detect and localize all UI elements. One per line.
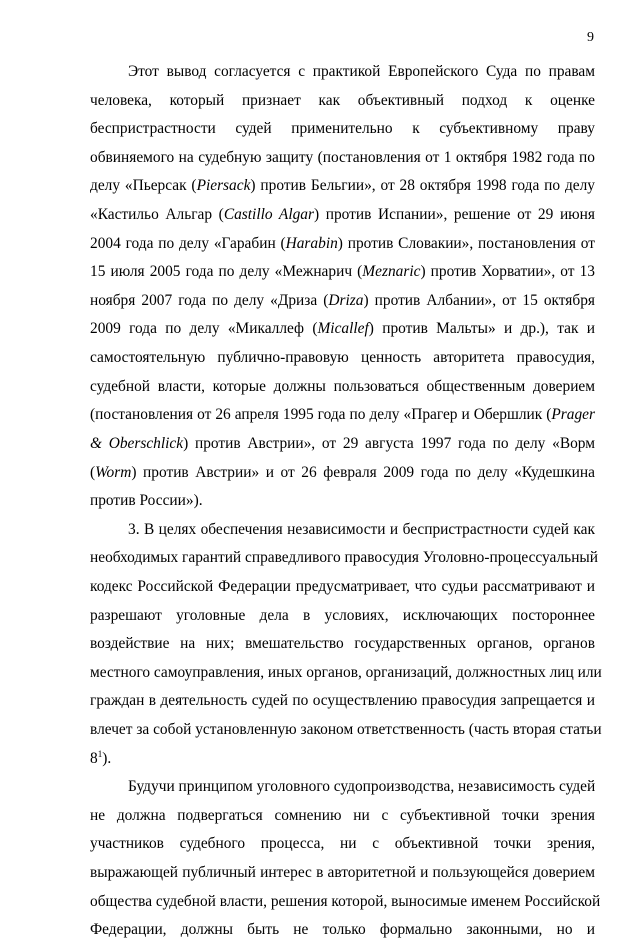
text-line: воздействие на них; вмешательство государственных органов, органов (90, 635, 595, 653)
text-line: не должна подвергаться сомнению ни с субъективной точки зрения (90, 806, 595, 824)
text-line: местного самоуправления, иных органов, организаций, должностных лиц или (90, 663, 602, 681)
text-line: 15 июля 2005 года по делу «Межнарич (Meznaric) против Хорватии», от 13 (90, 263, 595, 281)
latin-case-name: Micallef (317, 320, 369, 338)
text-line: человека, который признает как объективный подход к оценке (90, 91, 595, 109)
text-line: кодекс Российской Федерации предусматривает, что судьи рассматривают и (90, 577, 595, 595)
latin-case-name: Piersack (196, 177, 251, 195)
text-line: Будучи принципом уголовного судопроизводства, независимость судей (128, 778, 596, 796)
text-line: (постановления от 26 апреля 1995 года по делу «Прагер и Обершлик (Prager (90, 406, 595, 424)
latin-case-name: & Oberschlick (90, 434, 184, 452)
text-line: судебной власти, которые должны пользоваться общественным доверием (90, 377, 595, 395)
text-line: разрешают уголовные дела в условиях, исключающих постороннее (90, 606, 595, 624)
text-line: общества судебной власти, решения которой, выносимые именем Российской (90, 892, 601, 910)
page-number: 9 (587, 30, 594, 45)
text-line: обвиняемого на судебную защиту (постановления от 1 октября 1982 года по (90, 148, 595, 166)
text-line: граждан в деятельность судей по осуществлению правосудия запрещается и (90, 692, 595, 710)
text-line: участников судебного процесса, ни с объективной точки зрения, (90, 835, 595, 853)
text-line: Федерации, должны быть не только формально законными, но и (90, 921, 595, 939)
text-line: выражающей публичный интерес в авторитетной и пользующейся доверием (90, 864, 595, 882)
text-line (90, 745, 595, 774)
text-line: 3. В целях обеспечения независимости и беспристрастности судей как (128, 520, 595, 538)
latin-case-name: Harabin (285, 234, 338, 252)
latin-case-name: Worm (95, 463, 132, 481)
text-line: 2004 года по делу «Гарабин (Harabin) против Словакии», постановления от (90, 234, 595, 252)
text-line: самостоятельную публично-правовую ценность авторитета правосудия, (90, 349, 595, 367)
text-line: Этот вывод согласуется с практикой Европейского Суда по правам (128, 63, 595, 80)
text-line: против России»). (90, 492, 203, 510)
article-superscript: 1 (97, 748, 103, 759)
latin-case-name: Prager (551, 406, 595, 424)
latin-case-name: Castillo Algar (223, 206, 314, 224)
text-line: 2009 года по делу «Микаллеф (Micallef) против Мальты» и др.), так и (90, 320, 595, 338)
text-line: влечет за собой установленную законом ответственность (часть вторая статьи (90, 721, 602, 739)
text-line: беспристрастности судей применительно к субъективному праву (90, 120, 595, 138)
text-line: делу «Пьерсак (Piersack) против Бельгии», от 28 октября 1998 года по делу (90, 177, 595, 195)
text-line: & Oberschlick) против Австрии», от 29 августа 1997 года по делу «Ворм (90, 434, 596, 452)
latin-case-name: Meznaric (362, 263, 421, 281)
text-line: необходимых гарантий справедливого правосудия Уголовно-процессуальный (90, 549, 599, 567)
line-ending: ). (102, 749, 112, 767)
article-number: 8 (90, 749, 98, 767)
text-line: (Worm) против Австрии» и от 26 февраля 2009 года по делу «Кудешкина (90, 463, 595, 481)
body-text (90, 58, 602, 945)
text-line: ноября 2007 года по делу «Дриза (Driza) против Албании», от 15 октября (90, 291, 595, 309)
latin-case-name: Driza (328, 291, 364, 309)
text-line: «Кастильо Альгар (Castillo Algar) против Испании», решение от 29 июня (90, 206, 595, 224)
